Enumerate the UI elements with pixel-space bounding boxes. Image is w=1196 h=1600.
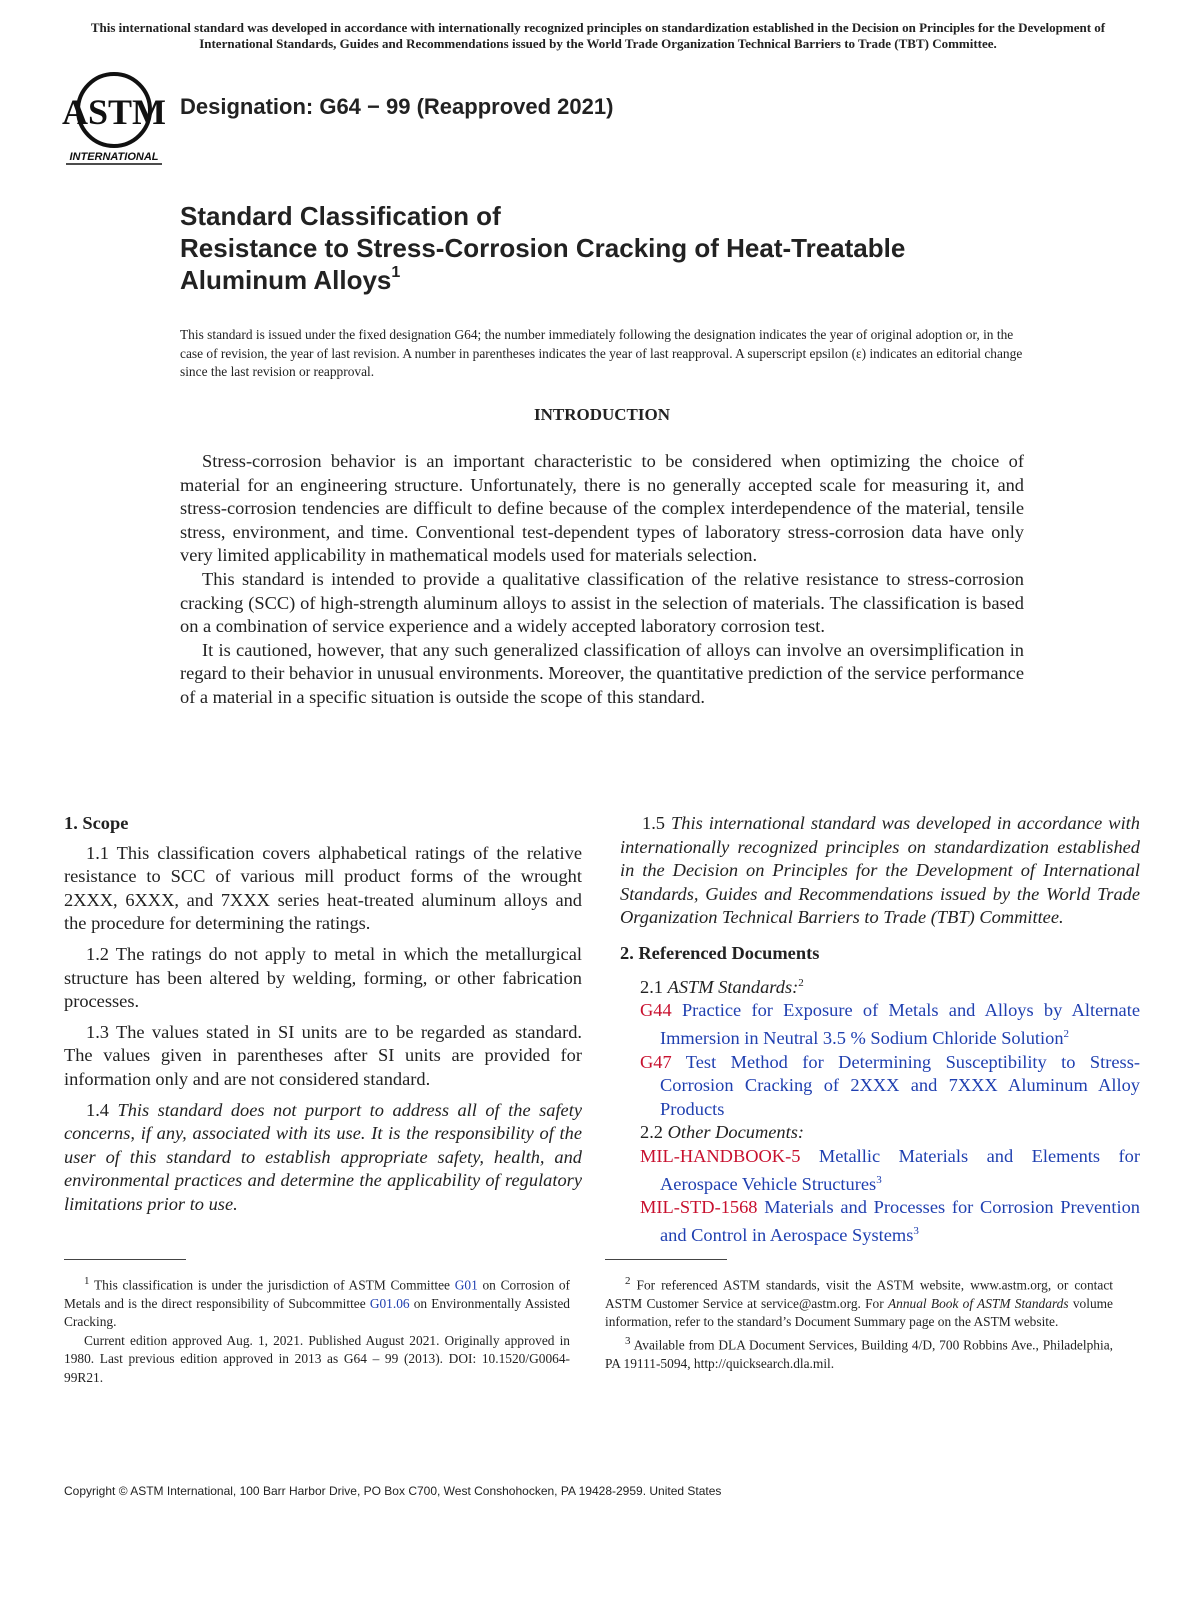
introduction-heading: INTRODUCTION [533, 405, 671, 424]
logo-text: ASTM [62, 92, 166, 132]
section-2-1-number: 2.1 [640, 976, 663, 997]
footnote-rule-right [605, 1259, 727, 1260]
reference-g44-code[interactable]: G44 [640, 1000, 672, 1021]
right-column [620, 812, 1140, 1248]
section-1-4-number: 1.4 [86, 1099, 109, 1120]
section-2-1 [620, 972, 1140, 1000]
section-2-2 [620, 1121, 1140, 1145]
astm-logo [62, 72, 166, 168]
reference-g47-title[interactable]: Test Method for Determining Susceptibility to Stress-Corrosion Cracking of 2XXX and 7XXX Aluminum Alloy Products [660, 1051, 1140, 1119]
reference-mil-handbook-5-title[interactable]: Metallic Materials and Elements for Aerospace Vehicle Structures [660, 1145, 1140, 1194]
footnote-2-italic: Annual Book of ASTM Standards [887, 1295, 1069, 1311]
header-note: This international standard was developed in accordance with internationally recognized principles on standardization established in the Decision on Principles for the Development of International Standards, Guides and Recommendations issued by the World Trade Organization Technical Barriers to Trade (TBT) Committee. [90, 20, 1106, 51]
reference-mil-std-1568[interactable] [640, 1196, 1140, 1247]
footnote-rule-left [64, 1259, 186, 1260]
referenced-documents-heading: 2. Referenced Documents [620, 942, 820, 963]
reference-mil-handbook-5-mark: 3 [876, 1173, 882, 1186]
title-footnote-mark: 1 [391, 264, 401, 282]
intro-paragraph-2: This standard is intended to provide a qualitative classification of the relative resistance to stress-corrosion cracking (SCC) of high-strength aluminum alloys to assist in the selection of materials. The classification is based on a combination of service experience and a widely accepted laboratory corrosion test. [180, 568, 1024, 637]
reference-g47[interactable] [640, 1051, 1140, 1122]
copyright: Copyright © ASTM International, 100 Barr Harbor Drive, PO Box C700, West Conshohocken, PA 19428-2959. United States [64, 1484, 722, 1498]
section-1-2: 1.2 The ratings do not apply to metal in which the metallurgical structure has been altered by welding, forming, or other fabrication processes. [64, 943, 582, 1012]
section-1-5-text: This international standard was developed in accordance with internationally recognized principles on standardization established in the Decision on Principles for the Development of International Standards, Guides and Recommendations issued by the World Trade Organization Technical Barriers to Trade (TBT) Committee. [620, 813, 1140, 928]
section-2-2-text: Other Documents: [667, 1122, 804, 1143]
section-2-1-mark: 2 [798, 976, 804, 989]
section-1-4 [64, 1099, 582, 1217]
reference-g47-code[interactable]: G47 [640, 1051, 672, 1072]
reference-mil-std-1568-title[interactable]: Materials and Processes for Corrosion Prevention and Control in Aerospace Systems [660, 1197, 1140, 1245]
section-1-4-text: This standard does not purport to address all of the safety concerns, if any, associated with its use. It is the responsibility of the user of this standard to establish appropriate safety, health, and environmental practices and determine the applicability of regulatory limitations prior to use. [64, 1099, 582, 1214]
section-1-3: 1.3 The values stated in SI units are to be regarded as standard. The values given in parentheses after SI units are provided for information only and are not considered standard. [64, 1021, 582, 1089]
introduction-body [180, 450, 1024, 710]
footnotes-left [64, 1272, 570, 1387]
intro-paragraph-3: It is cautioned, however, that any such generalized classification of alloys can involve an oversimplification in regard to their behavior in unusual environments. Moreover, the quantitative prediction of the service performance of a material in a specific situation is outside the scope of this standard. [180, 639, 1024, 707]
reference-mil-std-1568-code[interactable]: MIL-STD-1568 [640, 1197, 758, 1218]
footnote-3 [605, 1332, 1113, 1373]
footnote-1-link-g01-06[interactable]: G01.06 [369, 1295, 410, 1311]
footnote-1-text-b: on Corrosion of Metals and is the direct responsibility of Subcommittee [64, 1277, 571, 1311]
footnote-2-text-b: volume information, refer to the standard’s Document Summary page on the ASTM website. [605, 1295, 1113, 1330]
footnote-1-text-c: on Environmentally Assisted Cracking. [64, 1295, 570, 1330]
title-line-3-wrap [180, 264, 1080, 296]
section-1-1: 1.1 This classification covers alphabetical ratings of the relative resistance to SCC of various mill product forms of the wrought 2XXX, 6XXX, and 7XXX series heat-treated aluminum alloys and the procedure for determining the ratings. [64, 842, 582, 934]
left-column [64, 812, 582, 1224]
logo-subtext: INTERNATIONAL [69, 151, 159, 163]
designation: Designation: G64 − 99 (Reapproved 2021) [180, 94, 614, 119]
document-title [180, 200, 1080, 296]
footnote-2-text-a: For referenced ASTM standards, visit the ASTM website, www.astm.org, or contact ASTM Customer Service at service@astm.org. For [605, 1277, 1113, 1311]
footnote-1-mark: 1 [84, 1275, 90, 1287]
footnote-1-text-a: This classification is under the jurisdiction of ASTM Committee [93, 1277, 450, 1293]
footnote-1-edition: Current edition approved Aug. 1, 2021. Published August 2021. Originally approved in 1980. Last previous edition approved in 2013 as G64 – 99 (2013). DOI: 10.1520/G0064-99R21. [64, 1332, 570, 1385]
reference-mil-handbook-5[interactable] [640, 1145, 1140, 1196]
title-line-3: Aluminum Alloys [180, 265, 392, 295]
intro-paragraph-1: Stress-corrosion behavior is an important characteristic to be considered when optimizing the choice of material for an engineering structure. Unfortunately, there is no generally accepted scale for measuring it, and stress-corrosion tendencies are difficult to define because of the complex interdependence of the material, tensile stress, environment, and time. Conventional test-dependent types of laboratory stress-corrosion data have only very limited applicability in mathematical models used for materials selection. [180, 451, 1024, 566]
section-2-1-text: ASTM Standards: [667, 976, 799, 997]
reference-mil-handbook-5-code[interactable]: MIL-HANDBOOK-5 [640, 1145, 801, 1166]
footnote-3-text: Available from DLA Document Services, Building 4/D, 700 Robbins Ave., Philadelphia, PA 19111-5094, http://quicksearch.dla.mil. [605, 1337, 1113, 1371]
section-1-5-number: 1.5 [642, 813, 665, 833]
footnotes-right [605, 1272, 1113, 1373]
reference-g44-title[interactable]: Practice for Exposure of Metals and Alloys by Alternate Immersion in Neutral 3.5 % Sodium Chloride Solution [660, 1000, 1140, 1048]
reference-g44-mark: 2 [1063, 1027, 1070, 1040]
title-line-1: Standard Classification of [180, 201, 501, 231]
scope-heading: 1. Scope [64, 813, 129, 833]
footnote-2-mark: 2 [625, 1275, 631, 1287]
issued-note: This standard is issued under the fixed designation G64; the number immediately following the designation indicates the year of original adoption or, in the case of revision, the year of last revision. A number in parentheses indicates the year of last reapproval. A superscript epsilon (ε) indicates an editorial change since the last revision or reapproval. [180, 327, 1023, 379]
reference-mil-std-1568-mark: 3 [913, 1224, 919, 1237]
section-1-5 [620, 812, 1140, 930]
title-line-2: Resistance to Stress-Corrosion Cracking of Heat-Treatable [180, 233, 906, 263]
footnote-3-mark: 3 [625, 1334, 631, 1347]
footnote-1 [64, 1272, 570, 1332]
section-2-2-number: 2.2 [640, 1122, 663, 1143]
footnote-1-link-g01[interactable]: G01 [454, 1277, 478, 1293]
footnote-2 [605, 1272, 1113, 1332]
reference-g44[interactable] [640, 999, 1140, 1050]
